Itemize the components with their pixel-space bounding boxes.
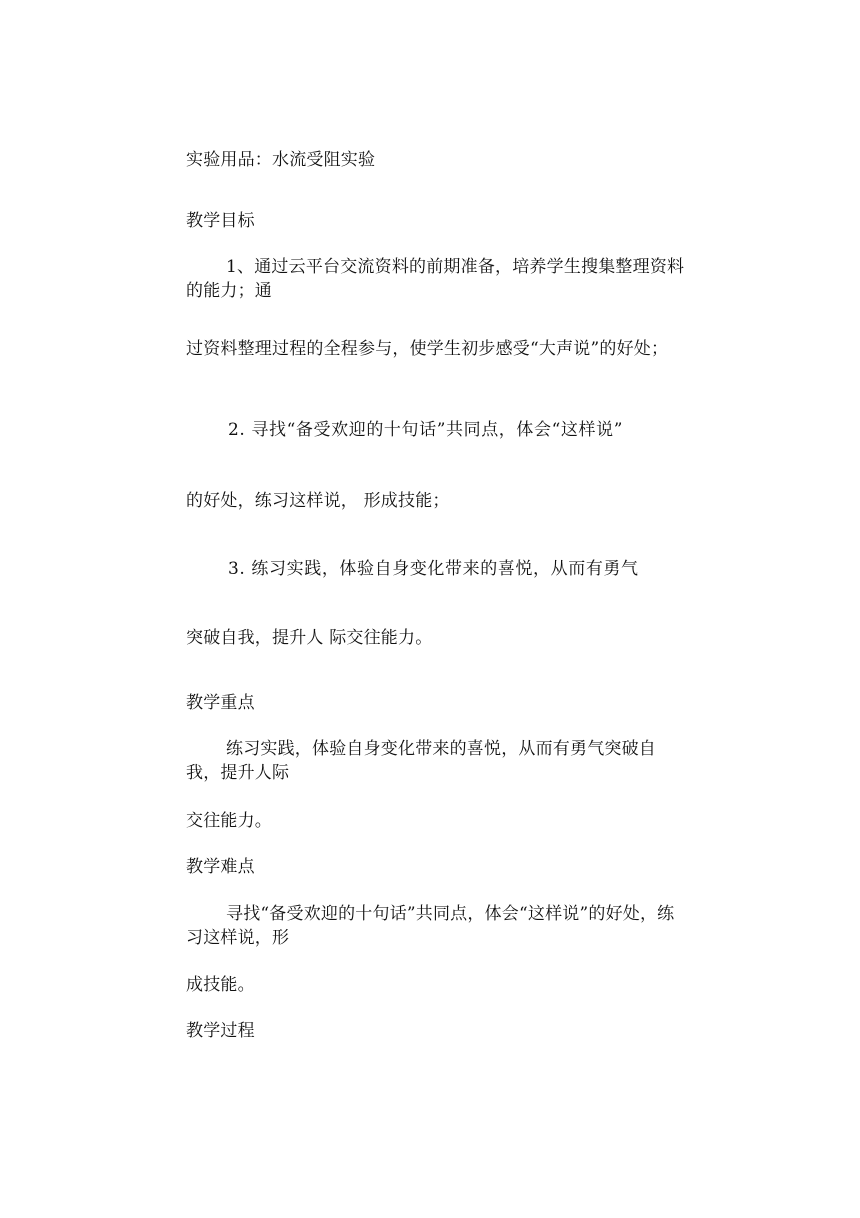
- goal-3-line-2: 突破自我，提升人 际交往能力。: [186, 628, 433, 648]
- materials-line: 实验用品：水流受阻实验: [186, 150, 376, 170]
- goal-1-paragraph: 1、通过云平台交流资料的前期准备，培养学生搜集整理资料的能力；通: [186, 257, 685, 301]
- goal-3-line-1: 3. 练习实践，体验自身变化带来的喜悦，从而有勇气: [228, 559, 639, 579]
- goal-2-line-2: 的好处，练习这样说， 形成技能；: [186, 491, 450, 511]
- goal-1-continuation: 过资料整理过程的全程参与，使学生初步感受“大声说”的好处；: [186, 339, 669, 359]
- key-points-tail: 交往能力。: [186, 811, 272, 831]
- difficulty-paragraph: 寻找“备受欢迎的十句话”共同点，体会“这样说”的好处，练习这样说，形: [186, 904, 675, 948]
- key-points-heading: 教学重点: [186, 693, 255, 713]
- difficulty-tail: 成技能。: [186, 975, 255, 995]
- process-heading: 教学过程: [186, 1021, 255, 1041]
- goals-heading: 教学目标: [186, 211, 255, 231]
- difficulty-heading: 教学难点: [186, 857, 255, 877]
- goal-2-line-1: 2. 寻找“备受欢迎的十句话”共同点，体会“这样说”: [228, 420, 623, 440]
- key-points-paragraph: 练习实践，体验自身变化带来的喜悦，从而有勇气突破自我，提升人际: [186, 739, 656, 783]
